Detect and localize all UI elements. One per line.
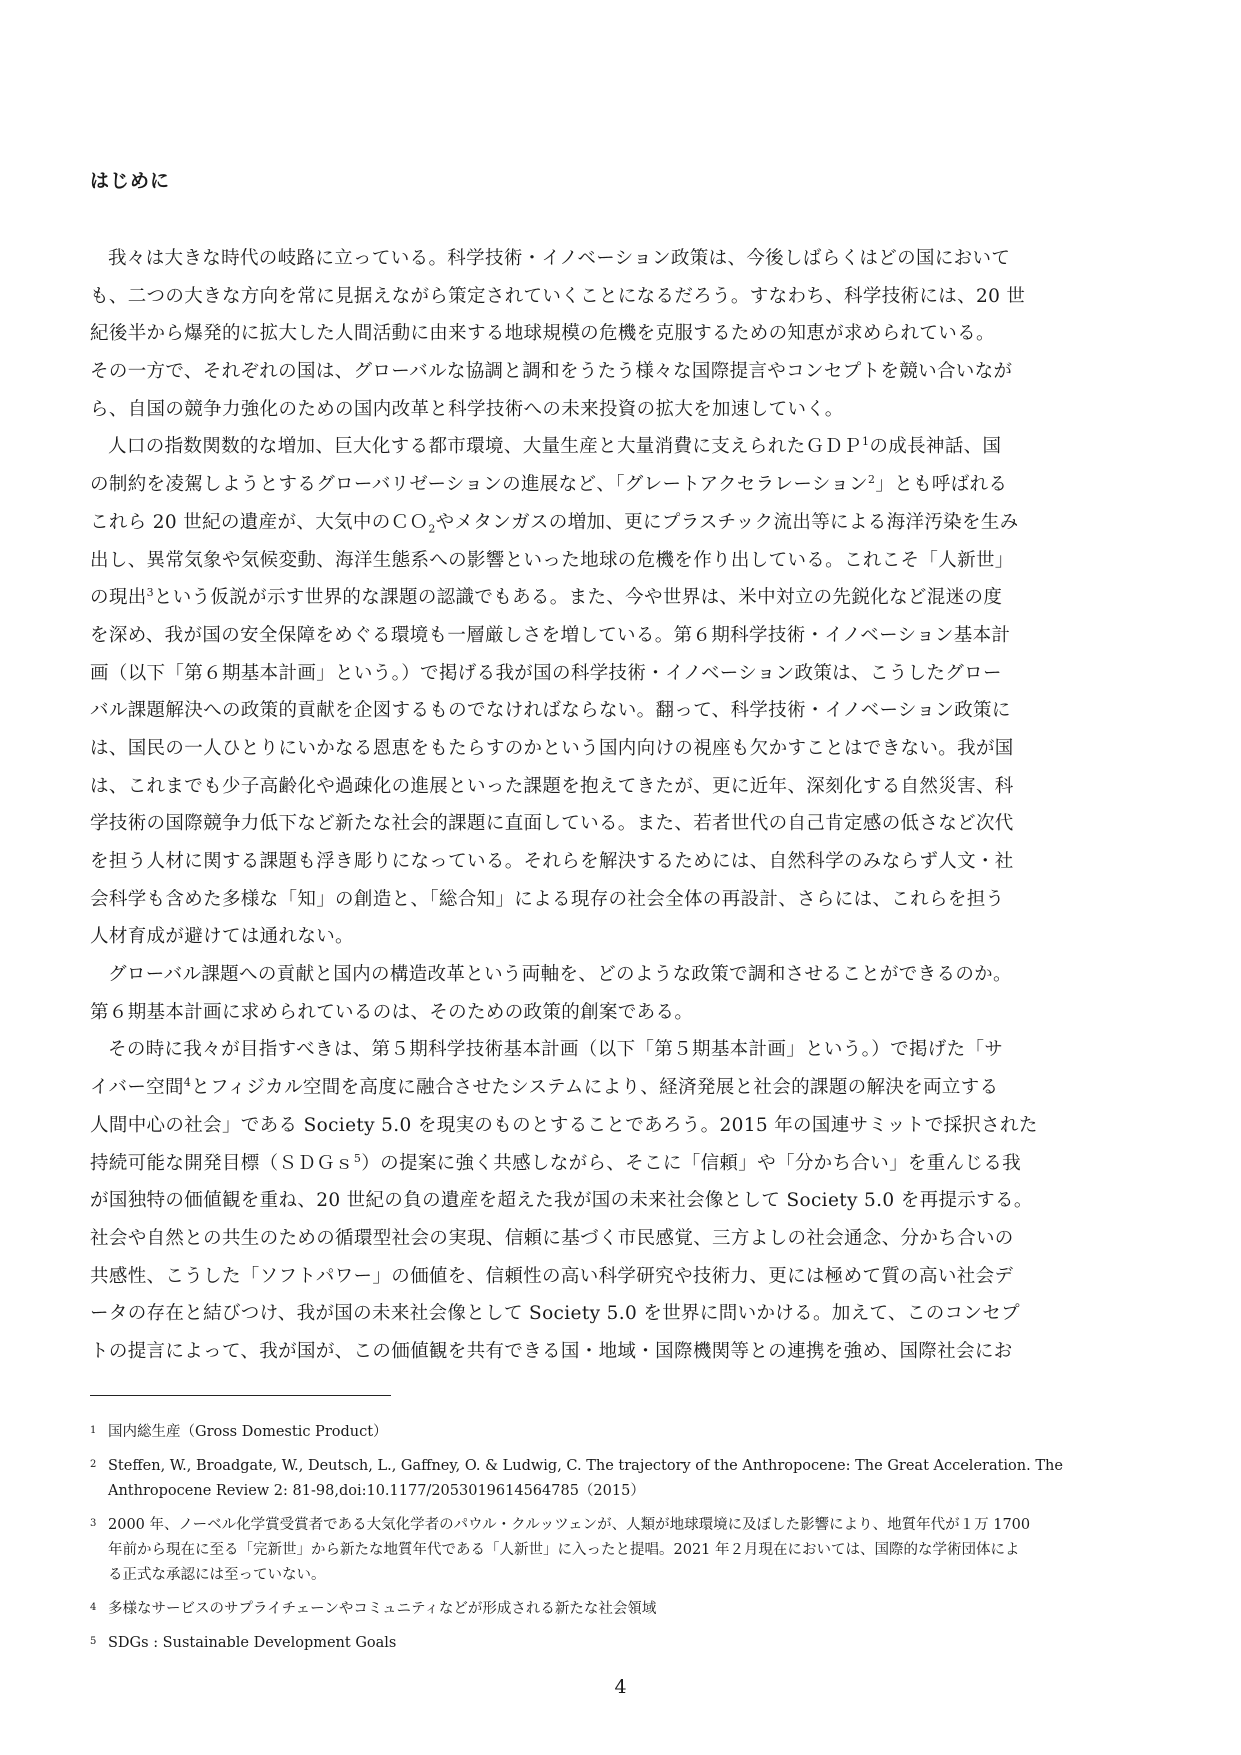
body-text-run: 会科学も含めた多様な「知」の創造と、「総合知」による現存の社会全体の再設計、さらには、これらを担う [90,888,1005,910]
body-line [90,843,1150,881]
subscript: 2 [428,522,436,536]
footnote [90,1597,1150,1622]
body-line [90,579,1150,617]
body-text-run: は、国民の一人ひとりにいかなる恩恵をもたらすのかという国内向けの視座も欠かすことはできない。我が国 [90,737,1014,759]
body-text-run: を深め、我が国の安全保障をめぐる環境も一層厳しさを増している。第６期科学技術・イノベーション基本計 [90,624,1011,646]
footnote-text: Anthropocene Review 2: 81-98,doi:10.1177/2053019614564785（2015） [108,1483,645,1499]
body-text-run: の現出 [90,587,147,609]
body-line [90,730,1150,768]
footnote-ref: 3 [146,586,154,600]
body-text-run: ら、自国の競争力強化のための国内改革と科学技術への未来投資の拡大を加速していく。 [90,398,844,420]
body-text-run: トの提言によって、我が国が、この価値観を共有できる国・地域・国際機関等との連携を強め、国際社会にお [90,1340,1013,1362]
body-line [90,956,1150,994]
body-text-run: とフィジカル空間を高度に融合させたシステムにより、経済発展と社会的課題の解決を両立する [191,1077,999,1099]
body-text-run: の制約を凌駕しようとするグローバリゼーションの進展など、「グレートアクセラレーション [90,474,869,496]
body-line [90,918,1150,956]
body-text-run: これら 20 世紀の遺産が、大気中のＣＯ [90,511,429,533]
body-text-run: イバー空間 [90,1077,184,1099]
footnote [90,1631,1150,1656]
body-line [90,805,1150,843]
footnote-text: る正式な承認には至っていない。 [108,1567,326,1583]
footnote [90,1513,1150,1588]
body-line [90,504,1150,542]
footnote [90,1454,1150,1504]
body-line [90,655,1150,693]
body-line [90,994,1150,1032]
body-text-run: バル課題解決への政策的貢献を企図するものでなければならない。翻って、科学技術・イノベーション政策に [90,700,1011,722]
body-line [90,768,1150,806]
body-line [90,1258,1150,1296]
footnote-text: SDGs : Sustainable Development Goals [108,1635,397,1651]
footnote-number: 5 [90,1636,97,1647]
footnote-text: 国内総生産（Gross Domestic Product） [108,1424,388,1440]
body-text-run: ータの存在と結びつけ、我が国の未来社会像として Society 5.0 を世界に問いかける。加えて、このコンセプ [90,1303,1020,1325]
body-line [90,278,1150,316]
body-text-run: 社会や自然との共生のための循環型社会の実現、信頼に基づく市民感覚、三方よしの社会通念、分かち合いの [90,1227,1014,1249]
body-text-run: 紀後半から爆発的に拡大した人間活動に由来する地球規模の危機を克服するための知恵が求められている。 [90,323,995,345]
body-text-run: グローバル課題への貢献と国内の構造改革という両軸を、どのような政策で調和させることができるのか。 [108,964,1012,986]
footnote [90,1420,1150,1445]
body-text-run: 学技術の国際競争力低下など新たな社会的課題に直面している。また、若者世代の自己肯定感の低さなど次代 [90,813,1014,835]
footnote-text: 2000 年、ノーベル化学賞受賞者である大気化学者のパウル・クルッツェンが、人類が地球環境に及ぼした影響により、地質年代が１万 1700 [108,1517,1031,1533]
body-line [90,542,1150,580]
body-text-run: も、二つの大きな方向を常に見据えながら策定されていくことになるだろう。すなわち、科学技術には、20 世 [90,285,1026,307]
footnote-ref: 5 [353,1151,362,1165]
footnote-number: 4 [90,1602,97,1613]
footnote-text: Steffen, W., Broadgate, W., Deutsch, L., Gaffney, O. & Ludwig, C. The trajectory of the Anthropocene: The Great Acceleration. The [108,1458,1063,1474]
body-text-run: 我々は大きな時代の岐路に立っている。科学技術・イノベーション政策は、今後しばらくはどの国において [108,248,1011,269]
body-text-run: 画（以下「第６期基本計画」という。）で掲げる我が国の科学技術・イノベーション政策は、こうしたグロー [90,662,1002,684]
body-text-run: の成長神話、国 [869,436,1002,458]
body-text-run: 持続可能な開発目標（ＳＤＧｓ [90,1152,354,1174]
footnote-ref: 4 [183,1075,192,1089]
body-line [90,428,1150,466]
body-line [90,315,1150,353]
body-text-run: その一方で、それぞれの国は、グローバルな協調と調和をうたう様々な国際提言やコンセプトを競い合いなが [90,361,1013,383]
body-line [90,391,1150,429]
footnote-divider [90,1395,391,1396]
body-line [90,1182,1150,1220]
page-number: 4 [614,1676,627,1698]
body-line [90,881,1150,919]
section-heading: はじめに [90,170,171,192]
body-text-run: 第６期基本計画に求められているのは、そのための政策的創案である。 [90,1001,694,1023]
footnote-text: 多様なサービスのサプライチェーンやコミュニティなどが形成される新たな社会領域 [108,1601,657,1617]
footnote-ref: 1 [862,435,870,449]
body-text-run: という仮説が示す世界的な課題の認識でもある。また、今や世界は、米中対立の先鋭化など混迷の度 [153,587,1003,609]
footnotes [90,1420,1150,1665]
body-line [90,692,1150,730]
body-text-run: 」とも呼ばれる [875,474,1008,496]
footnote-number: 1 [90,1425,97,1436]
body-line [90,1107,1150,1145]
body-text-run: その時に我々が目指すべきは、第５期科学技術基本計画（以下「第５期基本計画」という。）で掲げた「サ [108,1039,1004,1061]
body-line [90,1220,1150,1258]
body-line [90,466,1150,504]
body-text-run: は、これまでも少子高齢化や過疎化の進展といった課題を抱えてきたが、更に近年、深刻化する自然災害、科 [90,775,1014,797]
body-line [90,240,1150,278]
body-text-run: 人間中心の社会」である Society 5.0 を現実のものとすることであろう。2015 年の国連サミットで採択された [90,1114,1038,1136]
body-text-run: ）の提案に強く共感しながら、そこに「信頼」や「分かち合い」を重んじる我 [361,1152,1022,1174]
body-line [90,617,1150,655]
footnote-text: 年前から現在に至る「完新世」から新たな地質年代である「人新世」に入ったと提唱。2021 年２月現在においては、国際的な学術団体によ [108,1542,1020,1558]
body-line [90,1031,1150,1069]
body-line [90,353,1150,391]
body-text-run: やメタンガスの増加、更にプラスチック流出等による海洋汚染を生み [435,511,1019,533]
footnote-number: 3 [90,1518,97,1529]
body-line [90,1145,1150,1183]
body-text [90,240,1150,1371]
body-text-run: 共感性、こうした「ソフトパワー」の価値を、信頼性の高い科学研究や技術力、更には極めて質の高い社会デ [90,1265,1014,1287]
body-text-run: 出し、異常気象や気候変動、海洋生態系への影響といった地球の危機を作り出している。これこそ「人新世」 [90,549,1014,571]
body-line [90,1069,1150,1107]
body-text-run: を担う人材に関する課題も浮き彫りになっている。それらを解決するためには、自然科学のみならず人文・社 [90,851,1014,872]
body-line [90,1333,1150,1371]
body-text-run: 人口の指数関数的な増加、巨大化する都市環境、大量生産と大量消費に支えられたＧＤＰ [108,436,863,458]
footnote-number: 2 [90,1459,97,1470]
footnote-ref: 2 [868,472,876,486]
body-text-run: 人材育成が避けては通れない。 [90,926,354,948]
body-line [90,1295,1150,1333]
body-text-run: が国独特の価値観を重ね、20 世紀の負の遺産を超えた我が国の未来社会像として Society 5.0 を再提示する。 [90,1190,1033,1212]
